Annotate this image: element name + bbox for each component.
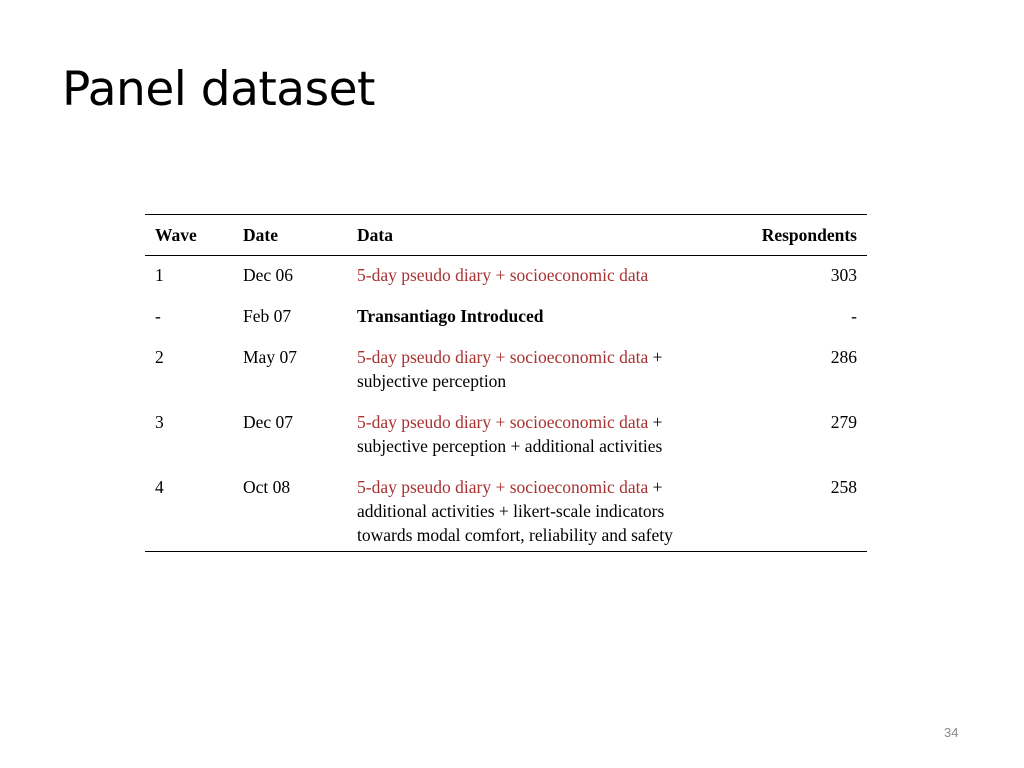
data-rest-text: + additional activities + likert-scale indicators towards modal comfort, reliability and safety xyxy=(357,477,673,545)
cell-respondents: 286 xyxy=(830,347,857,367)
data-bold-text: Transantiago Introduced xyxy=(357,306,544,326)
cell-data xyxy=(347,338,727,403)
cell-respondents: 258 xyxy=(830,477,857,497)
page-number: 34 xyxy=(944,725,959,740)
cell-wave: - xyxy=(155,306,161,326)
cell-respondents: 279 xyxy=(830,412,857,432)
slide-title: Panel dataset xyxy=(62,62,375,117)
header-wave: Wave xyxy=(155,225,197,245)
header-data: Data xyxy=(357,225,393,245)
cell-data xyxy=(347,468,727,552)
table-row xyxy=(145,403,867,468)
cell-data xyxy=(347,256,727,298)
data-highlight-text: 5-day pseudo diary + socioeconomic data xyxy=(357,347,649,367)
table-row xyxy=(145,338,867,403)
cell-date: Dec 07 xyxy=(243,412,294,432)
cell-wave: 2 xyxy=(155,347,164,367)
cell-date: Dec 06 xyxy=(243,265,294,285)
table-row xyxy=(145,468,867,552)
data-highlight-text: 5-day pseudo diary + socioeconomic data xyxy=(357,477,649,497)
cell-wave: 4 xyxy=(155,477,164,497)
cell-data xyxy=(347,297,727,338)
cell-wave: 1 xyxy=(155,265,164,285)
data-rest-text: + subjective perception + additional activities xyxy=(357,412,663,456)
table-row xyxy=(145,256,867,298)
cell-respondents: - xyxy=(851,306,857,326)
table-header xyxy=(145,215,867,256)
cell-data xyxy=(347,403,727,468)
cell-respondents: 303 xyxy=(830,265,857,285)
data-rest-text: + subjective perception xyxy=(357,347,663,391)
cell-date: May 07 xyxy=(243,347,297,367)
header-date: Date xyxy=(243,225,278,245)
panel-dataset-table-container xyxy=(145,214,867,552)
data-highlight-text: 5-day pseudo diary + socioeconomic data xyxy=(357,412,649,432)
header-respondents: Respondents xyxy=(761,225,857,245)
table-body xyxy=(145,256,867,552)
cell-wave: 3 xyxy=(155,412,164,432)
cell-date: Oct 08 xyxy=(243,477,291,497)
panel-dataset-table xyxy=(145,214,867,552)
cell-date: Feb 07 xyxy=(243,306,292,326)
table-row xyxy=(145,297,867,338)
data-highlight-text: 5-day pseudo diary + socioeconomic data xyxy=(357,265,649,285)
table-header-row xyxy=(145,215,867,256)
